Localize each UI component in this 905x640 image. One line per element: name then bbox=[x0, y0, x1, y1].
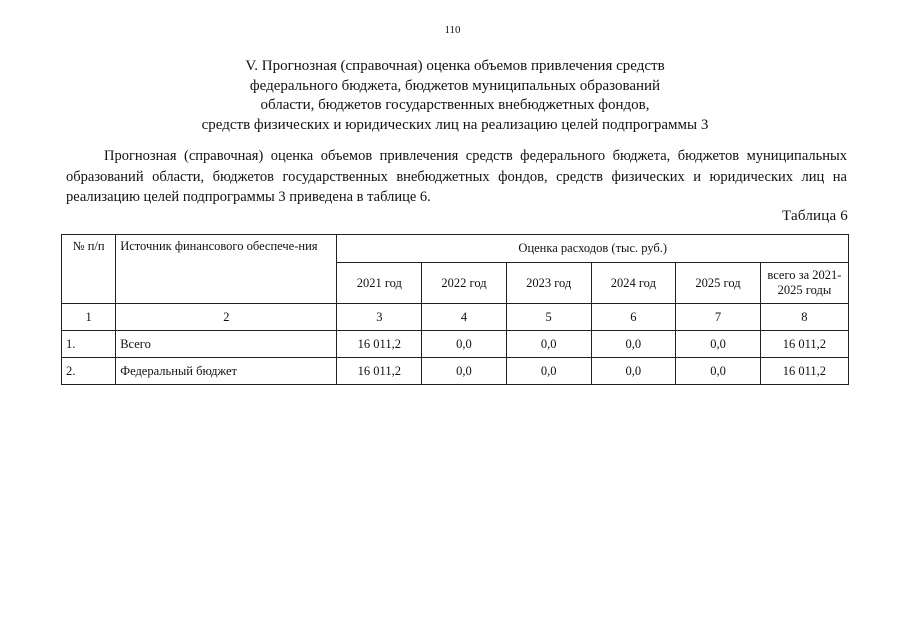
column-number: 7 bbox=[676, 304, 761, 331]
row-num: 2. bbox=[62, 358, 116, 385]
row-value: 0,0 bbox=[676, 331, 761, 358]
page-number: 110 bbox=[444, 24, 461, 36]
header-year: 2022 год bbox=[422, 263, 507, 304]
header-year: 2024 год bbox=[591, 263, 676, 304]
table-row bbox=[62, 358, 849, 385]
row-source: Федеральный бюджет bbox=[116, 358, 337, 385]
heading-line: федерального бюджета, бюджетов муниципальных образований bbox=[249, 77, 661, 94]
financing-table bbox=[61, 234, 849, 385]
table-caption: Таблица 6 bbox=[782, 208, 848, 224]
header-year: 2023 год bbox=[506, 263, 591, 304]
row-source: Всего bbox=[116, 331, 337, 358]
column-number: 5 bbox=[506, 304, 591, 331]
row-total: 16 011,2 bbox=[760, 358, 848, 385]
heading-line: V. Прогнозная (справочная) оценка объемов привлечения средств bbox=[245, 58, 665, 74]
column-number: 8 bbox=[760, 304, 848, 331]
column-number: 6 bbox=[591, 304, 676, 331]
row-total: 16 011,2 bbox=[760, 331, 848, 358]
row-value: 0,0 bbox=[676, 358, 761, 385]
row-value: 16 011,2 bbox=[337, 358, 422, 385]
header-total: всего за 2021-2025 годы bbox=[760, 263, 848, 304]
column-number: 2 bbox=[116, 304, 337, 331]
row-value: 0,0 bbox=[422, 358, 507, 385]
row-value: 0,0 bbox=[422, 331, 507, 358]
section-heading bbox=[60, 57, 850, 135]
header-estimate: Оценка расходов (тыс. руб.) bbox=[337, 235, 849, 263]
heading-line: средств физических и юридических лиц на реализацию целей подпрограммы 3 bbox=[201, 116, 709, 133]
column-number: 3 bbox=[337, 304, 422, 331]
table-row bbox=[62, 331, 849, 358]
row-value: 0,0 bbox=[506, 331, 591, 358]
row-value: 0,0 bbox=[506, 358, 591, 385]
column-number: 4 bbox=[422, 304, 507, 331]
header-num: № п/п bbox=[62, 235, 116, 304]
column-number: 1 bbox=[62, 304, 116, 331]
row-value: 0,0 bbox=[591, 358, 676, 385]
column-number-row bbox=[62, 304, 849, 331]
header-year: 2025 год bbox=[676, 263, 761, 304]
table-header-row bbox=[62, 235, 849, 263]
row-value: 0,0 bbox=[591, 331, 676, 358]
intro-paragraph: Прогнозная (справочная) оценка объемов привлечения средств федерального бюджета, бюджетов муниципальных образований области, бюджетов государственных внебюджетных фондов, средств физических и юридических лиц на реализацию целей подпрограммы 3 приведена в таблице 6. bbox=[66, 148, 847, 205]
header-source: Источник финансового обеспече-ния bbox=[116, 235, 337, 304]
row-num: 1. bbox=[62, 331, 116, 358]
heading-line: области, бюджетов государственных внебюджетных фондов, bbox=[260, 97, 650, 113]
row-value: 16 011,2 bbox=[337, 331, 422, 358]
header-year: 2021 год bbox=[337, 263, 422, 304]
